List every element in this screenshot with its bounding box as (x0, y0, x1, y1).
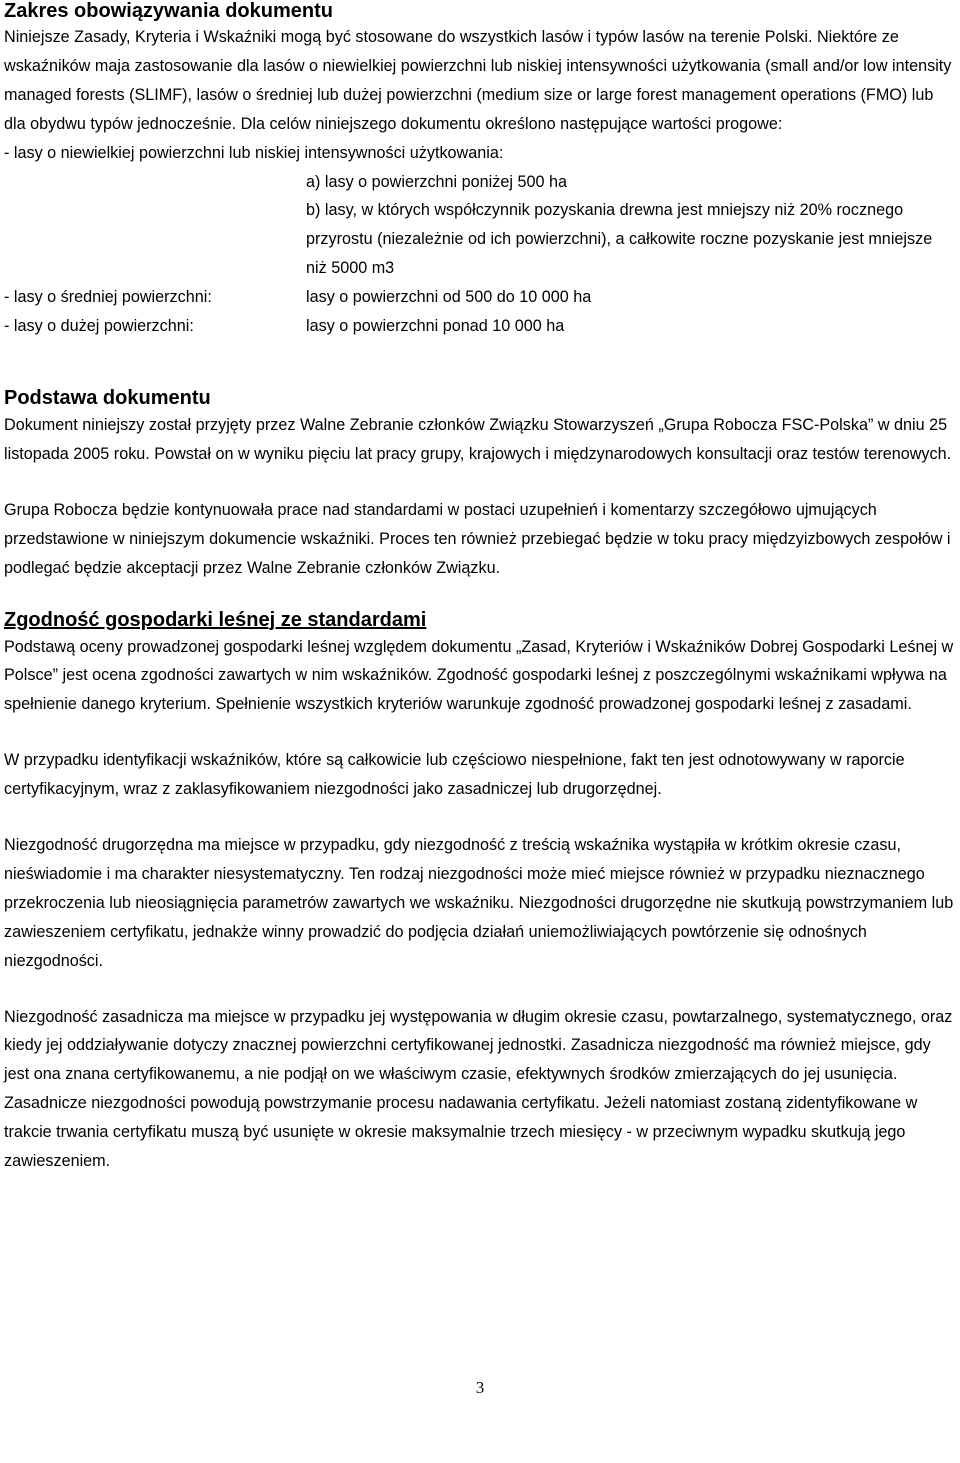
threshold-large-value: lasy o powierzchni ponad 10 000 ha (306, 317, 565, 336)
threshold-small-label: - lasy o niewielkiej powierzchni lub niskiej intensywności użytkowania: (4, 143, 504, 162)
compliance-paragraph-1: Podstawą oceny prowadzonej gospodarki leśnej względem dokumentu „Zasad, Kryteriów i Wskaźników Dobrej Gospodarki Leśnej w Polsce” jest ocena zgodności zawartych w nim wskaźników. Zgodność gospodarki leśnej z poszczególnymi wskaźnikami wpływa na spełnienie danego kryterium. Spełnienie wszystkich kryteriów warunkuje zgodność prowadzonej gospodarki leśnej z zasadami. (4, 637, 954, 714)
scope-intro-paragraph: Niniejsze Zasady, Kryteria i Wskaźniki mogą być stosowane do wszystkich lasów i typów lasów na terenie Polski. Niektóre ze wskaźników maja zastosowanie dla lasów o niewielkiej powierzchni lub niskiej intensywności użytkowania (small and/or low intensity managed forests (SLIMF), lasów o średniej lub dużej powierzchni (medium size or large forest management operations (FMO) lub dla obydwu typów jednocześnie. Dla celów niniejszego dokumentu określono następujące wartości progowe: (4, 28, 952, 133)
compliance-paragraph-3: Niezgodność drugorzędna ma miejsce w przypadku, gdy niezgodność z treścią wskaźnika wystąpiła w krótkim okresie czasu, nieświadomie i ma charakter niesystematyczny. Ten rodzaj niezgodności może mieć miejsce również w przypadku nieznacznego przekroczenia lub nieosiągnięcia parametrów zawartych we wskaźniku. Niezgodności drugorzędne nie skutkują powstrzymaniem lub zawieszeniem certyfikatu, jednakże winny prowadzić do podjęcia działań uniemożliwiających powtórzenie się odnośnych niezgodności. (4, 836, 954, 970)
section-title-compliance: Zgodność gospodarki leśnej ze standardami (4, 608, 427, 631)
threshold-large-row (4, 312, 956, 341)
section-title-basis: Podstawa dokumentu (4, 386, 211, 409)
threshold-large-label: - lasy o dużej powierzchni: (4, 317, 194, 336)
page-number: 3 (475, 1378, 485, 1397)
threshold-small-b: b) lasy, w których współczynnik pozyskania drewna jest mniejszy niż 20% rocznego przyrostu (niezależnie od ich powierzchni), a całkowite roczne pozyskanie jest mniejsze niż 5000 m3 (306, 201, 933, 278)
compliance-paragraph-2: W przypadku identyfikacji wskaźników, które są całkowicie lub częściowo niespełnione, fakt ten jest odnotowywany w raporcie certyfikacyjnym, wraz z zaklasyfikowaniem niezgodności jako zasadniczej lub drugorzędnej. (4, 751, 905, 799)
basis-paragraph-1: Dokument niniejszy został przyjęty przez Walne Zebranie członków Związku Stowarzyszeń „Grupa Robocza FSC-Polska” w dniu 25 listopada 2005 roku. Powstał on w wyniku pięciu lat pracy grupy, krajowych i międzynarodowych konsultacji oraz testów terenowych. (4, 415, 952, 463)
threshold-small-a: a) lasy o powierzchni poniżej 500 ha (306, 172, 567, 191)
document-page (4, 0, 956, 1176)
threshold-medium-row (4, 283, 956, 312)
compliance-paragraph-5: Zasadnicze niezgodności powodują powstrzymanie procesu nadawania certyfikatu. Jeżeli natomiast zostaną zidentyfikowane w trakcie trwania certyfikatu muszą być usunięte w okresie maksymalnie trzech miesięcy - w przeciwnym wypadku skutkują jego zawieszeniem. (4, 1094, 918, 1171)
threshold-medium-value: lasy o powierzchni od 500 do 10 000 ha (306, 288, 592, 307)
threshold-medium-label: - lasy o średniej powierzchni: (4, 288, 212, 307)
section-title-scope: Zakres obowiązywania dokumentu (4, 0, 333, 22)
basis-paragraph-2: Grupa Robocza będzie kontynuowała prace nad standardami w postaci uzupełnień i komentarzy szczegółowo ujmujących przedstawione w niniejszym dokumencie wskaźniki. Proces ten również przebiegać będzie w toku pracy międzyizbowych zespołów i podlegać będzie akceptacji przez Walne Zebranie członków Związku. (4, 500, 951, 577)
compliance-paragraph-4: Niezgodność zasadnicza ma miejsce w przypadku jej występowania w długim okresie czasu, powtarzalnego, systematycznego, oraz kiedy jej oddziaływanie dotyczy znacznej powierzchni certyfikowanej jednostki. Zasadnicza niezgodność ma również miejsce, gdy jest ona znana certyfikowanemu, a nie podjął on we właściwym czasie, efektywnych środków zmierzających do jej usunięcia. (4, 1007, 953, 1084)
